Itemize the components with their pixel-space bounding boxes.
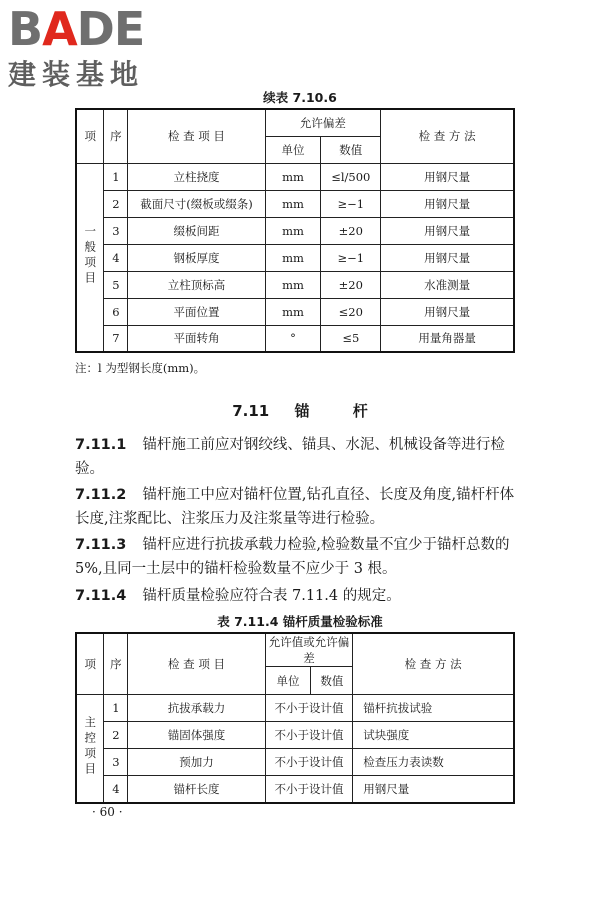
table2-group-label: 主控项目 bbox=[83, 715, 98, 778]
row-unit: mm bbox=[265, 217, 321, 244]
table-row bbox=[76, 722, 514, 749]
table1-header-item: 项 bbox=[76, 109, 104, 163]
row-method: 用钢尺量 bbox=[381, 190, 514, 217]
clause-number: 7.11.4 bbox=[75, 588, 127, 604]
row-value: ≤l/500 bbox=[321, 163, 381, 190]
row-seq: 6 bbox=[104, 298, 128, 325]
table1-group-label: 一般项目 bbox=[83, 224, 98, 287]
table1 bbox=[75, 108, 515, 353]
table2-header-unit: 单位 bbox=[265, 667, 311, 695]
table2-header-check-item: 检 查 项 目 bbox=[128, 633, 265, 695]
table-row bbox=[76, 298, 514, 325]
row-item: 缀板间距 bbox=[128, 217, 265, 244]
row-method: 锚杆抗拔试验 bbox=[353, 695, 514, 722]
clause-number: 7.11.2 bbox=[75, 487, 127, 503]
row-value: 不小于设计值 bbox=[265, 749, 353, 776]
row-item: 预加力 bbox=[128, 749, 265, 776]
row-item: 抗拔承载力 bbox=[128, 695, 265, 722]
row-item: 立柱挠度 bbox=[128, 163, 265, 190]
table1-header-check-item: 检 查 项 目 bbox=[128, 109, 265, 163]
table2-header-item: 项 bbox=[76, 633, 104, 695]
row-unit: mm bbox=[265, 271, 321, 298]
row-value: 不小于设计值 bbox=[265, 695, 353, 722]
section-number: 7.11 bbox=[232, 402, 270, 420]
table1-group-cell bbox=[76, 163, 104, 352]
row-item: 锚杆长度 bbox=[128, 776, 265, 803]
table-row bbox=[76, 695, 514, 722]
row-seq: 5 bbox=[104, 271, 128, 298]
table-row bbox=[76, 749, 514, 776]
row-seq: 4 bbox=[104, 244, 128, 271]
clause-number: 7.11.3 bbox=[75, 537, 127, 553]
section-heading bbox=[0, 400, 600, 421]
row-method: 用钢尺量 bbox=[381, 217, 514, 244]
row-seq: 7 bbox=[104, 325, 128, 352]
row-method: 水准测量 bbox=[381, 271, 514, 298]
row-method: 用钢尺量 bbox=[353, 776, 514, 803]
table2-header-method: 检 查 方 法 bbox=[353, 633, 514, 695]
logo-mark: BADE bbox=[8, 2, 145, 56]
row-unit: ° bbox=[265, 325, 321, 352]
table2-header-value: 数值 bbox=[311, 667, 353, 695]
row-method: 试块强度 bbox=[353, 722, 514, 749]
table1-header-unit: 单位 bbox=[265, 136, 321, 163]
row-item: 锚固体强度 bbox=[128, 722, 265, 749]
page-number: · 60 · bbox=[92, 805, 123, 819]
table-row bbox=[76, 217, 514, 244]
clause-text: 锚杆质量检验应符合表 7.11.4 的规定。 bbox=[142, 588, 401, 604]
row-method: 检查压力表读数 bbox=[353, 749, 514, 776]
row-value: ±20 bbox=[321, 271, 381, 298]
table2 bbox=[75, 632, 515, 804]
row-method: 用量角器量 bbox=[381, 325, 514, 352]
section-title-a: 锚 bbox=[294, 402, 310, 420]
row-method: 用钢尺量 bbox=[381, 163, 514, 190]
table1-header-allow-dev: 允许偏差 bbox=[265, 109, 381, 136]
table-row bbox=[76, 190, 514, 217]
clause-7-11-4 bbox=[75, 584, 525, 608]
table2-caption: 表 7.11.4 锚杆质量检验标准 bbox=[217, 614, 383, 629]
row-seq: 3 bbox=[104, 749, 128, 776]
table1-header-seq: 序 bbox=[104, 109, 128, 163]
row-value: ±20 bbox=[321, 217, 381, 244]
row-item: 平面位置 bbox=[128, 298, 265, 325]
row-seq: 1 bbox=[104, 163, 128, 190]
clause-text: 锚杆应进行抗拔承载力检验,检验数量不宜少于锚杆总数的 5%,且同一土层中的锚杆检验数量不应少于 3 根。 bbox=[75, 537, 510, 577]
logo-subtitle: 建装基地 bbox=[8, 58, 145, 91]
row-value: ≤5 bbox=[321, 325, 381, 352]
site-logo bbox=[8, 4, 178, 92]
clause-text: 锚杆施工前应对钢绞线、锚具、水泥、机械设备等进行检验。 bbox=[75, 437, 505, 477]
row-unit: mm bbox=[265, 163, 321, 190]
row-item: 立柱顶标高 bbox=[128, 271, 265, 298]
table-row bbox=[76, 325, 514, 352]
row-method: 用钢尺量 bbox=[381, 298, 514, 325]
table1-note: 注：l 为型钢长度(mm)。 bbox=[75, 361, 206, 375]
clause-text: 锚杆施工中应对锚杆位置,钻孔直径、长度及角度,锚杆杆体长度,注浆配比、注浆压力及注浆量等进行检验。 bbox=[75, 487, 515, 527]
row-unit: mm bbox=[265, 298, 321, 325]
row-seq: 1 bbox=[104, 695, 128, 722]
table-row bbox=[76, 271, 514, 298]
clause-7-11-3 bbox=[75, 533, 525, 581]
row-item: 平面转角 bbox=[128, 325, 265, 352]
clause-7-11-1 bbox=[75, 433, 525, 481]
row-unit: mm bbox=[265, 244, 321, 271]
table1-header-method: 检 查 方 法 bbox=[381, 109, 514, 163]
row-seq: 2 bbox=[104, 190, 128, 217]
clause-7-11-2 bbox=[75, 483, 525, 531]
table2-header-seq: 序 bbox=[104, 633, 128, 695]
row-item: 钢板厚度 bbox=[128, 244, 265, 271]
row-value: 不小于设计值 bbox=[265, 722, 353, 749]
row-value: ≥−1 bbox=[321, 244, 381, 271]
table1-header-value: 数值 bbox=[321, 136, 381, 163]
row-value: ≥−1 bbox=[321, 190, 381, 217]
row-value: 不小于设计值 bbox=[265, 776, 353, 803]
row-seq: 4 bbox=[104, 776, 128, 803]
section-title-b: 杆 bbox=[352, 402, 368, 420]
table-row bbox=[76, 776, 514, 803]
table1-caption: 续表 7.10.6 bbox=[263, 90, 337, 105]
table2-header-allow-dev: 允许值或允许偏差 bbox=[265, 633, 353, 667]
row-value: ≤20 bbox=[321, 298, 381, 325]
table-row bbox=[76, 163, 514, 190]
row-method: 用钢尺量 bbox=[381, 244, 514, 271]
row-seq: 2 bbox=[104, 722, 128, 749]
row-item: 截面尺寸(缀板或缀条) bbox=[128, 190, 265, 217]
row-seq: 3 bbox=[104, 217, 128, 244]
table-row bbox=[76, 244, 514, 271]
table2-group-cell bbox=[76, 695, 104, 803]
clause-number: 7.11.1 bbox=[75, 437, 127, 453]
row-unit: mm bbox=[265, 190, 321, 217]
